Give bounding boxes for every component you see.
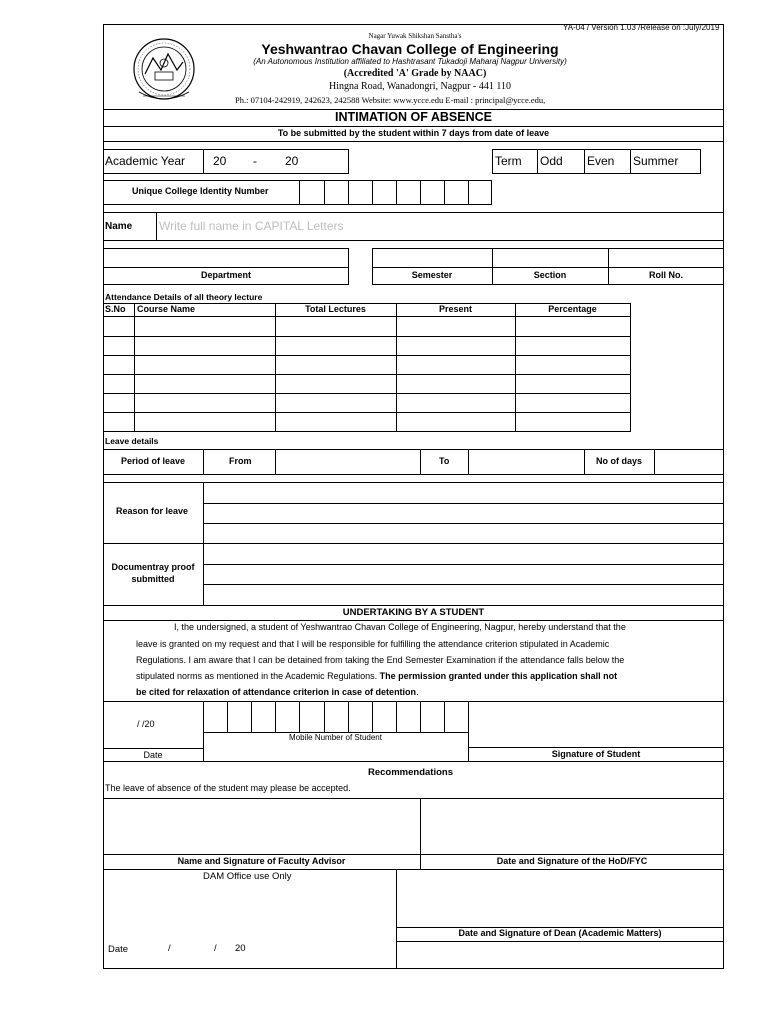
contact-text: Ph.: 07104-242919, 242623, 242588 Website: www.ycce.edu E-mail : principal@ycce.edu, bbox=[235, 95, 546, 105]
dam-date-label: Date bbox=[108, 944, 129, 955]
proof-label-2: submitted bbox=[131, 574, 175, 584]
col-course-name: Course Name bbox=[137, 304, 196, 314]
dean-label: Date and Signature of Dean (Academic Matters) bbox=[458, 928, 662, 938]
accreditation-text: (Accredited 'A' Grade by NAAC) bbox=[343, 68, 487, 79]
leave-heading: Leave details bbox=[105, 436, 159, 446]
to-date-input[interactable] bbox=[469, 450, 583, 473]
academic-year-label: Academic Year bbox=[105, 154, 186, 168]
student-signature-label: Signature of Student bbox=[551, 749, 641, 759]
to-label: To bbox=[439, 456, 450, 466]
year-end[interactable]: 20 bbox=[285, 154, 299, 168]
college-name: Yeshwantrao Chavan College of Engineering bbox=[261, 41, 559, 57]
section-label: Section bbox=[533, 270, 567, 280]
undertaking-line-4a: stipulated norms as mentioned in the Academic Regulations. bbox=[136, 671, 380, 681]
col-total-lectures: Total Lectures bbox=[305, 304, 366, 314]
term-label: Term bbox=[495, 154, 522, 168]
college-logo bbox=[131, 36, 197, 104]
undertaking-line-1: I, the undersigned, a student of Yeshwantrao Chavan College of Engineering, Nagpur, hereby understand that the bbox=[174, 622, 626, 632]
hod-signature-area[interactable] bbox=[421, 799, 723, 853]
signature-input[interactable] bbox=[469, 702, 723, 747]
days-label: No of days bbox=[596, 456, 643, 466]
uid-label: Unique College Identity Number bbox=[132, 186, 269, 196]
uid-input[interactable] bbox=[300, 181, 491, 204]
col-percentage: Percentage bbox=[548, 304, 597, 314]
affiliation-text: (An Autonomous Institution affiliated to Hashtrasant Tukadoji Maharaj Nagpur University) bbox=[253, 57, 567, 66]
term-odd-option[interactable]: Odd bbox=[540, 154, 563, 168]
mobile-label: Mobile Number of Student bbox=[289, 733, 382, 742]
recommendations-heading: Recommendations bbox=[368, 767, 453, 778]
proof-label-1: Documentray proof bbox=[111, 562, 195, 572]
proof-input[interactable] bbox=[204, 544, 723, 604]
mobile-number-input[interactable] bbox=[204, 702, 467, 731]
term-even-option[interactable]: Even bbox=[587, 154, 615, 168]
address-text: Hingna Road, Wanadongri, Nagpur - 441 110 bbox=[329, 81, 511, 92]
faculty-advisor-label: Name and Signature of Faculty Advisor bbox=[177, 856, 346, 866]
faculty-signature-area[interactable] bbox=[104, 799, 419, 853]
dean-signature-area[interactable] bbox=[397, 870, 723, 926]
page-subtitle: To be submitted by the student within 7 days from date of leave bbox=[277, 128, 550, 138]
year-dash: - bbox=[253, 154, 257, 168]
attendance-heading: Attendance Details of all theory lecture bbox=[105, 292, 263, 302]
rollno-label: Roll No. bbox=[649, 270, 683, 280]
department-input[interactable] bbox=[104, 249, 348, 266]
reason-input[interactable] bbox=[204, 483, 723, 542]
undertaking-line-5 bbox=[136, 688, 419, 697]
undertaking-heading: UNDERTAKING BY A STUDENT bbox=[342, 607, 485, 618]
dam-date-sep-2: / bbox=[214, 943, 217, 954]
department-label: Department bbox=[200, 270, 251, 280]
reason-label: Reason for leave bbox=[116, 506, 189, 516]
undertaking-date-label: Date bbox=[143, 750, 163, 760]
society-text: Nagar Yuwak Shikshan Sanstha's bbox=[368, 32, 462, 40]
undertaking-line-5-end: . bbox=[416, 687, 419, 697]
term-summer-option[interactable]: Summer bbox=[633, 154, 679, 168]
from-label: From bbox=[229, 456, 252, 466]
undertaking-date-value: / /20 bbox=[137, 719, 155, 729]
page-title: INTIMATION OF ABSENCE bbox=[335, 110, 492, 124]
name-input[interactable]: Write full name in CAPITAL Letters bbox=[159, 219, 344, 233]
version-text: YA-04 / Version 1.03 /Release on :July/2019 bbox=[563, 23, 720, 32]
days-input[interactable] bbox=[655, 450, 723, 473]
recommendation-text: The leave of absence of the student may please be accepted. bbox=[105, 783, 351, 793]
from-date-input[interactable] bbox=[276, 450, 419, 473]
undertaking-line-4b: The permission granted under this application shall not bbox=[379, 671, 618, 681]
undertaking-line-5-text: be cited for relaxation of attendance criterion in case of detention bbox=[136, 687, 417, 697]
semester-label: Semester bbox=[411, 270, 453, 280]
undertaking-line-2: leave is granted on my request and that I will be responsible for fulfilling the attendance criterion stipulated in Academic bbox=[136, 639, 610, 649]
col-present: Present bbox=[438, 304, 473, 314]
hod-label: Date and Signature of the HoD/FYC bbox=[496, 856, 648, 866]
year-start[interactable]: 20 bbox=[213, 154, 227, 168]
dam-office-label: DAM Office use Only bbox=[203, 871, 292, 882]
period-label: Period of leave bbox=[121, 456, 186, 466]
dam-date-year: 20 bbox=[235, 943, 246, 954]
undertaking-line-3: Regulations. I am aware that I can be detained from taking the End Semester Examination if the attendance falls below the bbox=[136, 655, 625, 665]
dam-date-sep-1: / bbox=[168, 943, 171, 954]
name-label: Name bbox=[105, 221, 133, 232]
undertaking-line-4 bbox=[136, 672, 617, 681]
col-sno: S.No bbox=[105, 304, 126, 314]
